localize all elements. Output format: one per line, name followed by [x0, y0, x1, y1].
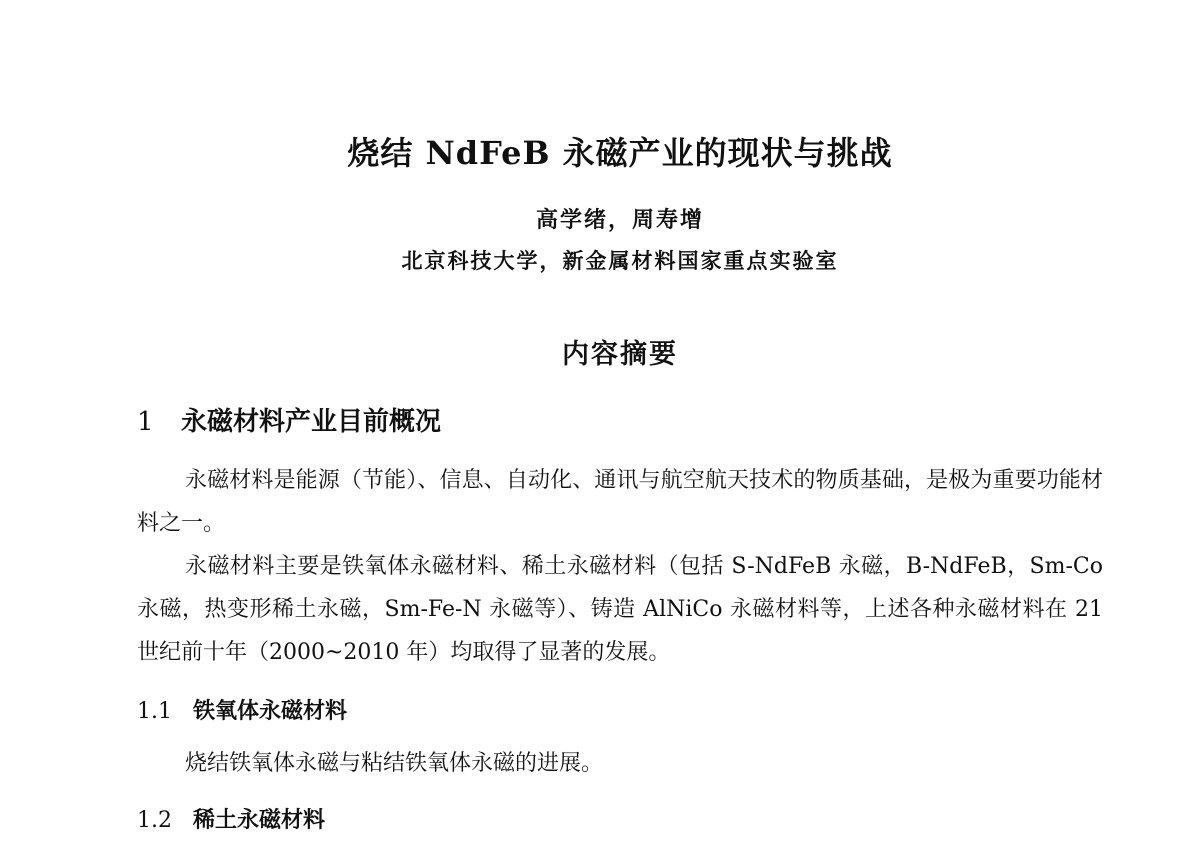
section-number: 1 — [137, 407, 154, 437]
abstract-heading: 内容摘要 — [562, 339, 678, 370]
paragraph-3: 烧结铁氧体永磁与粘结铁氧体永磁的进展。 — [185, 751, 604, 776]
subsection-title: 稀土永磁材料 — [193, 807, 326, 833]
paragraph-2: 永磁材料主要是铁氧体永磁材料、稀土永磁材料（包括 S-NdFeB 永磁，B-NdFeB，Sm-Co 永磁，热变形稀土永磁，Sm-Fe-N 永磁等）、铸造 AlNiCo 永磁材料等，上述各种永磁材料在 21 世纪前十年（2000~2010 年）均取得了显著的发展。 — [137, 554, 1103, 665]
subsection-heading-1-2 — [137, 803, 325, 834]
subsection-heading-1-1 — [137, 694, 347, 725]
paper-affiliation: 北京科技大学，新金属材料国家重点实验室 — [401, 248, 839, 273]
section-title: 永磁材料产业目前概况 — [181, 407, 442, 437]
paper-title: 烧结 NdFeB 永磁产业的现状与挑战 — [347, 134, 893, 172]
section-heading-1 — [137, 401, 441, 438]
subsection-number: 1.2 — [137, 808, 172, 833]
subsection-number: 1.1 — [137, 699, 172, 724]
paper-authors: 高学绪，周寿增 — [535, 207, 704, 233]
subsection-title: 铁氧体永磁材料 — [193, 698, 348, 724]
paragraph-1: 永磁材料是能源（节能）、信息、自动化、通讯与航空航天技术的物质基础，是极为重要功能材料之一。 — [137, 468, 1103, 536]
